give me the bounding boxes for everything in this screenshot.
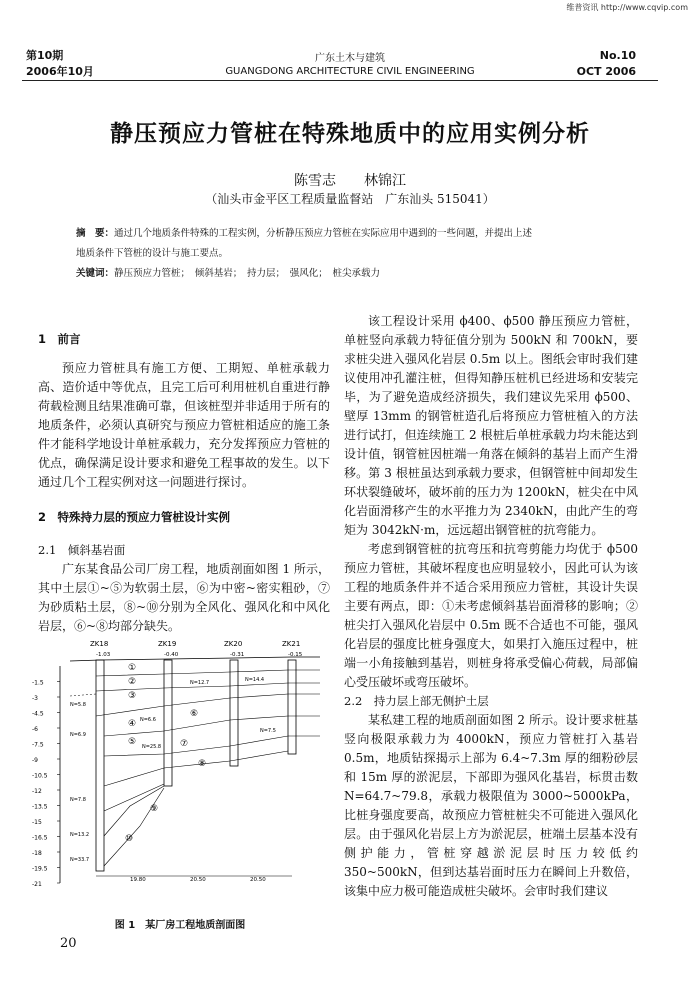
depth-tick-label: -19.5 (32, 865, 48, 873)
section-1-heading: 1 前言 (38, 332, 81, 346)
depth-tick-label: -10.5 (32, 772, 48, 780)
n-value-label: N=33.7 (70, 857, 90, 863)
header-rule (22, 80, 658, 81)
layer-boundary (104, 788, 164, 866)
depth-tick-label: -21 (32, 881, 42, 888)
left-column-top (38, 330, 330, 636)
section-2-2-heading: 2.2 持力层上部无侧护土层 (344, 694, 489, 708)
right-paragraph-1: 该工程设计采用 ϕ400、ϕ500 静压预应力管桩，单桩竖向承载力特征值分别为 500kN 和 700kN，要求桩尖进入强风化岩层 0.5m 以上。图纸会审时我们建议使用冲孔灌注桩，但得知静压桩机已经进场和安装完毕，为了避免造成经济损失，我们建议先采用 ϕ500、壁厚 13mm 的钢管桩造孔后将预应力管桩植入的方法进行试打，但连续施工 2 根桩后单桩承载力均未能达到设计值，钢管桩因桩端一角落在倾斜的基岩上而产生滑移。第 3 根桩虽达到承载力要求，但钢管桩中间却发生环状裂缝破坏，破坏前的压力为 1200kN，桩尖在中风化岩面滑移产生的水平推力为 2340kN，由此产生的弯矩为 3042kN·m，远远超出钢管桩的抗弯能力。 (344, 314, 638, 537)
issue-number-en: No.10 (599, 49, 636, 62)
bottom-depth-label: 19.80 (130, 877, 146, 883)
borehole-label: ZK19 (158, 640, 177, 648)
issue-date-en: OCT 2006 (576, 65, 636, 78)
layer-hatch (70, 694, 96, 696)
borehole-column (288, 660, 296, 754)
header-right (577, 48, 636, 80)
layer-label: ⑤ (128, 737, 137, 747)
depth-tick-label: -15 (32, 819, 42, 826)
right-paragraph-3: 某私建工程的地质剖面如图 2 所示。设计要求桩基竖向极限承载力为 4000kN，预应力管桩打入基岩 0.5m，地质钻探揭示上部为 6.4~7.3m 厚的细粉砂层和 15m 厚的淤泥层，下部即为强风化基岩，标贯击数 N=64.7~79.8，承载力极限值为 3000~5000kPa，比桩身强度要高，故预应力管桩桩尖不可能进入强风化层。由于强风化岩层上方为淤泥层，桩端土层基本没有侧护能力，管桩穿越淤泥层时压力较低约 350~500kN，但到达基岩面时压力在瞬间上升数倍，该集中应力极可能造成桩尖破坏。会审时我们建议 (344, 713, 638, 898)
borehole-label: ZK21 (282, 640, 301, 648)
depth-tick-label: -9 (32, 757, 38, 764)
affiliation: （汕头市金平区工程质量监督站 广东汕头 515041） (205, 192, 495, 206)
depth-tick-label: -3 (32, 695, 38, 702)
layer-label: ④ (128, 719, 137, 729)
n-value-label: N=6.9 (70, 732, 86, 738)
abstract-label: 摘 要： (76, 228, 115, 239)
borehole-elevation: -0.40 (164, 652, 179, 658)
issue-date: 2006年10月 (26, 65, 94, 78)
depth-tick-label: -1.5 (32, 679, 44, 687)
journal-name-en: GUANGDONG ARCHITECTURE CIVIL ENGINEERING (225, 66, 475, 77)
n-value-label: N=14.4 (245, 677, 265, 683)
depth-tick-label: -12 (32, 788, 42, 795)
abstract-text-1: 通过几个地质条件特殊的工程实例，分析静压预应力管桩在实际应用中遇到的一些问题，并提出上述 (114, 228, 533, 239)
layer-label: ③ (128, 691, 137, 701)
borehole-label: ZK20 (224, 640, 243, 648)
depth-tick-label: -4.5 (32, 710, 44, 718)
watermark: 维普资讯 http://www.cqvip.com (566, 3, 688, 12)
right-paragraph-2: 考虑到钢管桩的抗弯压和抗弯剪能力均优于 ϕ500 预应力管桩，其破坏程度也应明显较小，因此可认为该工程的地质条件并不适合采用预应力管桩，其设计失误主要有两点，即：①未考虑倾斜基岩面滑移的影响；②桩尖打入强风化岩层中 0.5m 既不合适也不可能，强风化岩层的强度比桩身强度大，如果打入施压过程中，桩端一小角接触到基岩，则桩身将承受偏心荷载，局部偏心受压破坏或弯压破坏。 (344, 542, 638, 689)
depth-tick-label: -6 (32, 726, 38, 733)
layer-label: ① (128, 663, 137, 673)
layer-label: ② (128, 677, 137, 687)
n-value-label: N=6.6 (140, 717, 156, 723)
depth-tick-label: -7.5 (32, 741, 44, 749)
geologic-profile-figure (30, 636, 330, 926)
keywords: 静压预应力管桩； 倾斜基岩； 持力层； 强风化； 桩尖承载力 (114, 268, 381, 279)
paper-title: 静压预应力管桩在特殊地质中的应用实例分析 (110, 121, 590, 147)
abstract-text-2: 地质条件下管桩的设计与施工要点。 (76, 248, 229, 259)
n-value-label: N=12.7 (190, 680, 210, 686)
n-value-label: N=25.8 (142, 744, 162, 750)
borehole-column (96, 660, 104, 871)
n-value-label: N=13.2 (70, 832, 90, 838)
section-1-paragraph: 预应力管桩具有施工方便、工期短、单桩承载力高、造价适中等优点，且完工后可利用桩机自重进行静荷载检测且结果准确可靠，但该桩型并非适用于所有的地质条件，必须认真研究与预应力管桩相适应的施工条件才能科学地设计单桩承载力，充分发挥预应力管桩的优点，确保满足设计要求和避免工程事故的发生。以下通过几个工程实例对这一问题进行探讨。 (38, 361, 330, 489)
page-number: 20 (60, 936, 77, 951)
n-value-label: N=7.5 (260, 728, 276, 734)
abstract-block (76, 224, 606, 284)
layer-label: ⑦ (180, 739, 189, 749)
section-2-heading: 2 特殊持力层的预应力管桩设计实例 (38, 510, 230, 524)
keywords-label: 关键词： (76, 268, 115, 279)
depth-tick-label: -13.5 (32, 803, 48, 811)
borehole-label: ZK18 (90, 640, 109, 648)
layer-label: ⑧ (198, 759, 207, 769)
bottom-depth-label: 20.50 (250, 877, 266, 883)
n-value-label: N=7.8 (70, 797, 86, 803)
layer-label: ⑩ (125, 834, 134, 844)
depth-tick-label: -16.5 (32, 834, 48, 842)
section-2-1-paragraph: 广东某食品公司厂房工程，地质剖面如图 1 所示，其中土层①~⑤为软弱土层，⑥为中密~密实粗砂，⑦为砂质粘土层，⑧~⑩分别为全风化、强风化和中风化岩层，⑥~⑧均部分缺失。 (38, 562, 330, 633)
bottom-depth-label: 20.50 (190, 877, 206, 883)
layer-label: ⑨ (150, 804, 159, 814)
section-2-1-heading: 2.1 倾斜基岩面 (38, 543, 126, 557)
n-value-label: N=5.8 (70, 702, 86, 708)
figure-1-caption: 图 1 某厂房工程地质剖面图 (114, 920, 246, 931)
borehole-elevation: -0.15 (288, 652, 303, 658)
layer-boundary (104, 751, 288, 786)
depth-tick-label: -18 (32, 850, 42, 857)
journal-name-cn: 广东土木与建筑 (315, 53, 385, 64)
issue-number: 第10期 (26, 49, 64, 62)
borehole-elevation: -1.03 (96, 652, 111, 658)
right-column (344, 312, 638, 901)
borehole-column (230, 660, 238, 766)
layer-label: ⑥ (190, 709, 199, 719)
authors: 陈雪志 林锦江 (294, 173, 406, 189)
borehole-elevation: -0.31 (230, 652, 245, 658)
